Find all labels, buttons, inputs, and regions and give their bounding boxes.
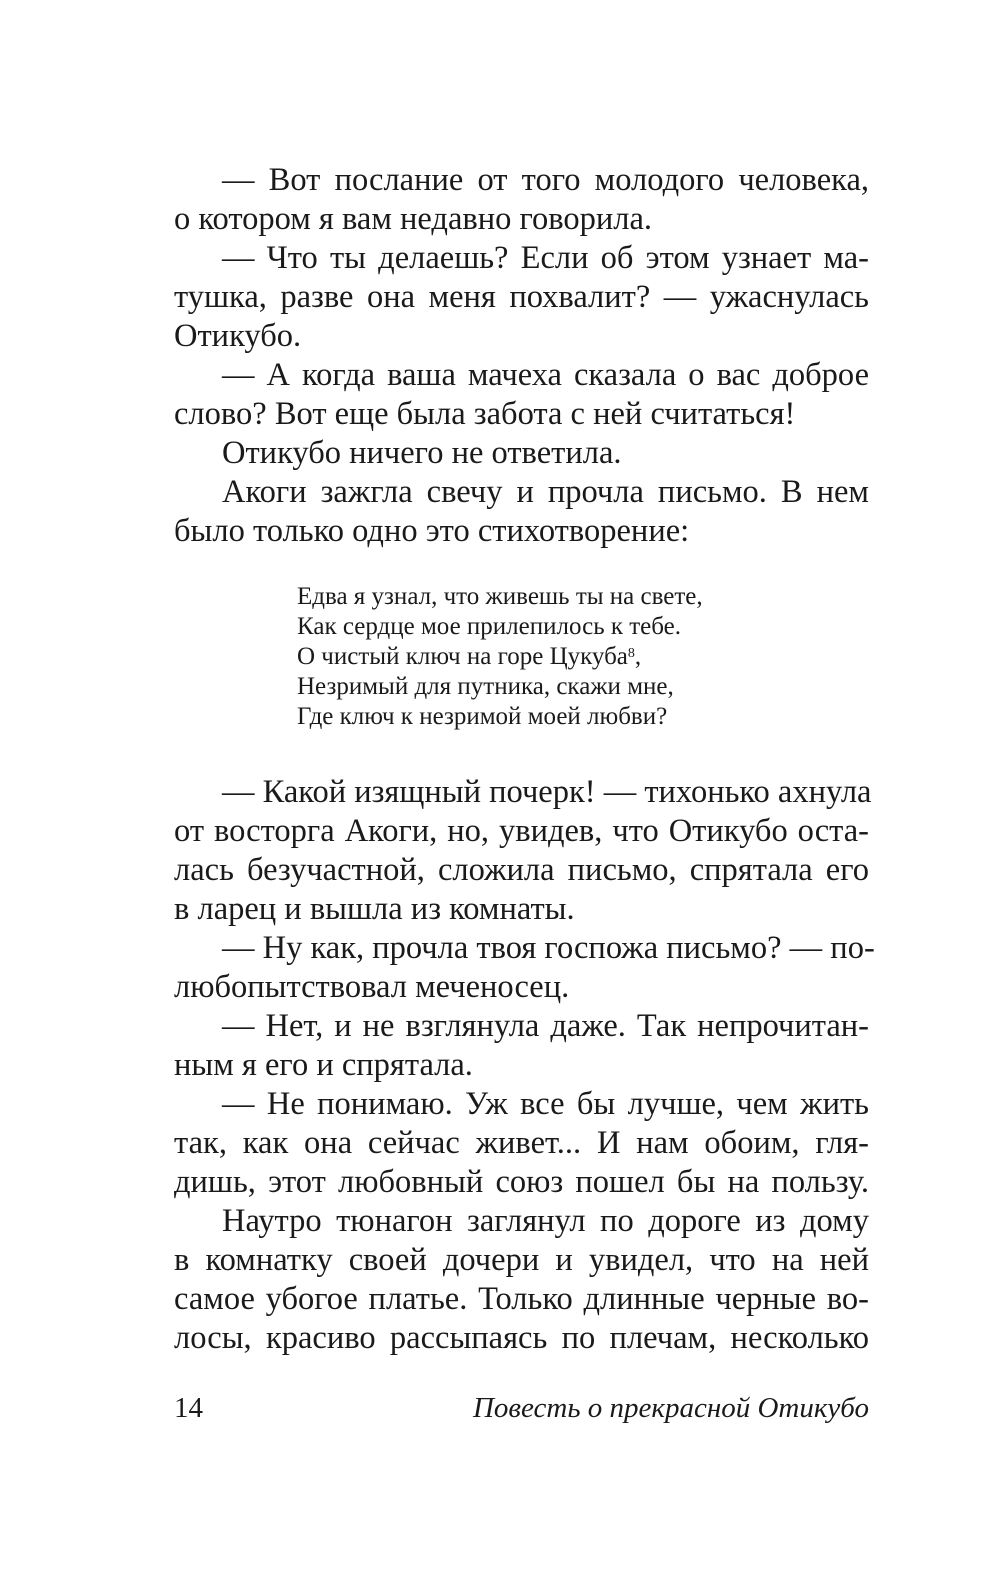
text-line: Отикубо. xyxy=(174,318,302,354)
running-title: Повесть о прекрасной Отикубо xyxy=(472,1392,869,1424)
text-line: Наутро тюнагон заглянул по дороге из дому xyxy=(222,1203,869,1239)
text-line: — Не понимаю. Уж все бы лучше, чем жить xyxy=(222,1086,869,1122)
text-line: о котором я вам недавно говорила. xyxy=(174,201,653,237)
poem-line-text: О чистый ключ на горе Цукуба xyxy=(297,643,628,670)
text-line: Акоги зажгла свечу и прочла письмо. В нем xyxy=(222,474,869,510)
text-line: ным я его и спрятала. xyxy=(174,1047,473,1083)
text-line: Отикубо ничего не ответила. xyxy=(222,435,622,471)
footnote-ref: 8 xyxy=(627,646,635,661)
poem-line-punct: , xyxy=(634,643,642,670)
text-line: — Ну как, прочла твоя госпожа письмо? — по- xyxy=(222,930,875,966)
text-line: — Вот послание от того молодого человека, xyxy=(222,162,869,198)
text-line: самое убогое платье. Только длинные черные во- xyxy=(174,1281,869,1317)
poem-line: Где ключ к незримой моей любви? xyxy=(297,703,668,730)
poem-line xyxy=(297,642,641,672)
text-line: — А когда ваша мачеха сказала о вас доброе xyxy=(222,357,869,393)
text-line: тушка, разве она меня похвалит? — ужаснулась xyxy=(174,279,869,315)
text-line: лась безучастной, сложила письмо, спрятала его xyxy=(174,852,869,888)
text-line: дишь, этот любовный союз пошел бы на пользу. xyxy=(174,1164,869,1200)
text-line: слово? Вот еще была забота с ней считаться! xyxy=(174,396,796,432)
text-line: было только одно это стихотворение: xyxy=(174,513,690,549)
text-line: в ларец и вышла из комнаты. xyxy=(174,891,575,927)
poem-line: Едва я узнал, что живешь ты на свете, xyxy=(297,583,703,610)
text-line: — Нет, и не взглянула даже. Так непрочитан- xyxy=(222,1008,869,1044)
page-number: 14 xyxy=(174,1392,203,1424)
text-line: так, как она сейчас живет... И нам обоим, гля- xyxy=(174,1125,869,1161)
book-page xyxy=(174,0,875,1583)
text-line: — Что ты делаешь? Если об этом узнает ма- xyxy=(222,240,869,276)
text-line: — Какой изящный почерк! — тихонько ахнула xyxy=(222,774,872,810)
text-line: от восторга Акоги, но, увидев, что Отикубо оста- xyxy=(174,813,869,849)
poem-line: Как сердце мое прилепилось к тебе. xyxy=(297,613,682,640)
poem-line: Незримый для путника, скажи мне, xyxy=(297,673,674,700)
text-line: любопытствовал меченосец. xyxy=(174,969,570,1005)
text-line: лосы, красиво рассыпаясь по плечам, несколько xyxy=(174,1320,869,1356)
text-line: в комнатку своей дочери и увидел, что на ней xyxy=(174,1242,869,1278)
